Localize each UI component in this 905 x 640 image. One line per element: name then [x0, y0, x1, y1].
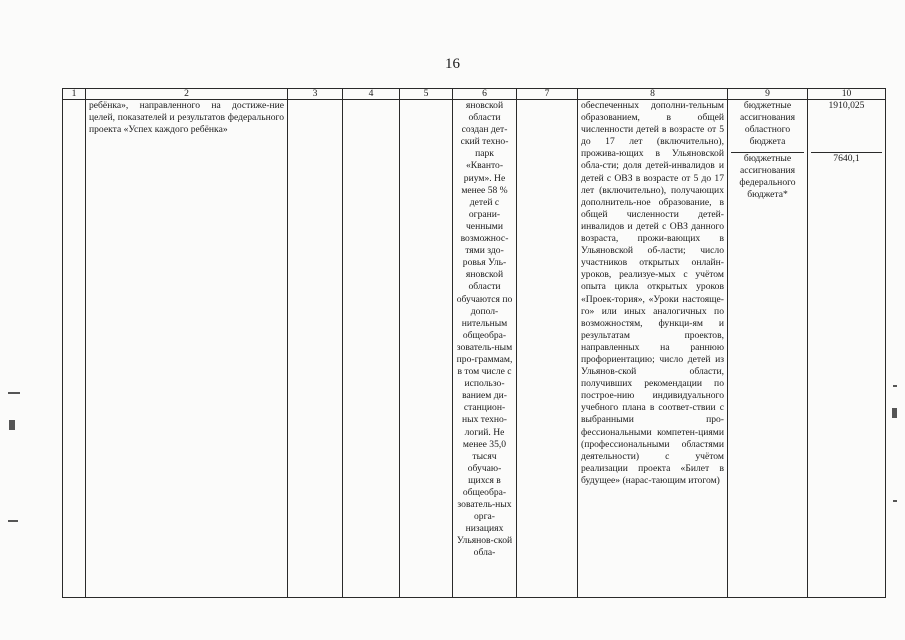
header-cell-3: 3: [288, 89, 343, 100]
funding-source-federal-text: бюджетные ассигнования федерального бюджета*: [739, 153, 796, 201]
cell-funding-sources: [728, 100, 808, 598]
cell-col5: [400, 100, 453, 598]
header-cell-5: 5: [400, 89, 453, 100]
header-cell-8: 8: [578, 89, 728, 100]
cell-amounts: [808, 100, 886, 598]
scan-mark-right-3: [893, 500, 897, 502]
header-cell-6: 6: [453, 89, 517, 100]
cell-col4: [343, 100, 400, 598]
header-cell-1: 1: [63, 89, 86, 100]
table-row: [63, 100, 886, 598]
cell-number: [63, 100, 86, 598]
table-header-row: [63, 89, 886, 100]
cell-indicators: обеспеченных дополни-тельным образованием, в общей численности детей в возрасте от 5 до 17 лет (включительно), прожива-ющих в Ульяновской обла-сти; доля детей-инвалидов и детей с ОВЗ в возрасте от 5 до 17 лет (включительно), получающих дополнитель-ное образование, в общей численности детей-инвалидов и детей с ОВЗ данного возраста, прожи-вающих в Ульяновской об-ласти; число участников открытых онлайн-уроков, реализуе-мых с учётом опыта цикла открытых уроков «Проек-тория», «Уроки настояще-го» или иных аналогичных по возможностям, функци-ям и результатам проектов, направленных на раннюю профориентацию; число детей из Ульянов-ской области, получивших рекомендации по построе-нию индивидуального учебного плана в соответ-ствии с выбранными про-фессиональными компетен-циями (профессиональными областями деятельности) с учётом реализации проекта «Билет в будущее» (нарас-тающим итогом): [578, 100, 728, 598]
funding-source-federal: [731, 153, 804, 201]
scan-mark-right-1: [893, 385, 897, 387]
cell-measure-name: ребёнка», направленного на достиже-ние целей, показателей и результатов федерального проекта «Успех каждого ребёнка»: [86, 100, 288, 598]
program-table: [62, 88, 886, 598]
scan-mark-right-2: [892, 408, 897, 418]
cell-col7: [517, 100, 578, 598]
header-cell-2: 2: [86, 89, 288, 100]
header-cell-4: 4: [343, 89, 400, 100]
scan-mark-left-3: [8, 520, 18, 522]
header-cell-10: 10: [808, 89, 886, 100]
cell-expected-result: яновской области создан дет-ский техно-парк «Кванто-риум». Не менее 58 % детей с ограни-ченными возможнос-тями здо-ровья Уль-яновской области обучаются по допол-нительным общеобра-зователь-ным про-граммам, в том числе с использо-ванием ди-станцион-ных техно-логий. Не менее 35,0 тысяч обучаю-щихся в общеобра-зователь-ных орга-низациях Ульянов-ской обла-: [453, 100, 517, 598]
page-number: 16: [445, 56, 460, 72]
amount-federal-value: 7640,1: [833, 153, 860, 164]
scan-mark-left-2: [9, 420, 15, 430]
amount-regional: [811, 100, 882, 153]
cell-col3: [288, 100, 343, 598]
amount-regional-value: 1910,025: [828, 100, 865, 111]
scan-mark-left-1: [8, 392, 20, 394]
funding-source-regional: [731, 100, 804, 153]
header-cell-7: 7: [517, 89, 578, 100]
header-cell-9: 9: [728, 89, 808, 100]
funding-source-regional-text: бюджетные ассигнования областного бюджета: [739, 100, 796, 148]
amount-federal: [811, 153, 882, 165]
